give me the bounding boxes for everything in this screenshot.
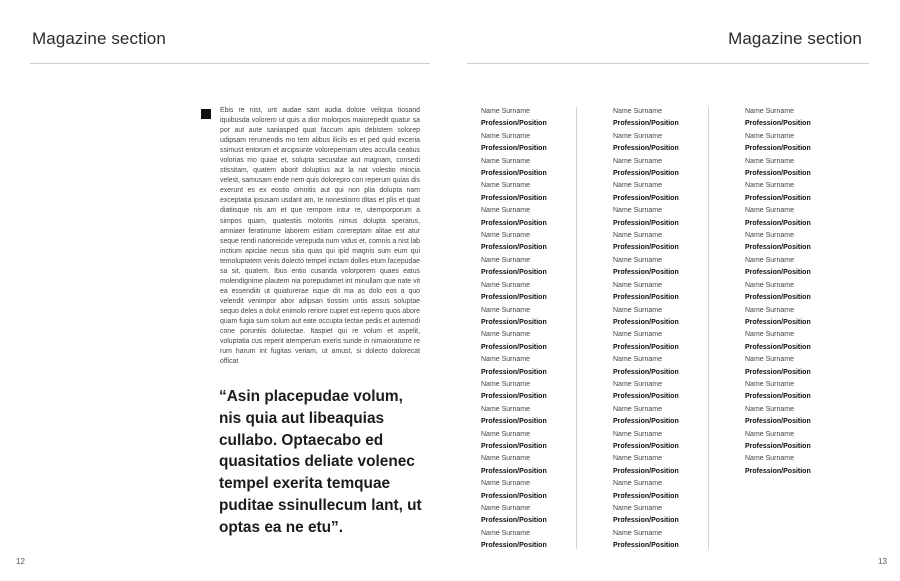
credit-name: Name Surname xyxy=(745,430,795,438)
credit-position: Profession/Position xyxy=(745,393,811,401)
credit-name: Name Surname xyxy=(613,281,663,289)
credit-position: Profession/Position xyxy=(481,517,547,525)
credit-position: Profession/Position xyxy=(745,368,811,376)
credit-name: Name Surname xyxy=(613,405,663,413)
credit-position: Profession/Position xyxy=(613,244,679,252)
people-column-2 xyxy=(613,106,738,553)
credit-name: Name Surname xyxy=(745,108,795,115)
credit-position: Profession/Position xyxy=(745,294,811,302)
credit-entry xyxy=(613,180,738,205)
right-page-section-title: Magazine section xyxy=(728,29,862,48)
credit-position: Profession/Position xyxy=(745,318,811,326)
credit-position: Profession/Position xyxy=(481,318,547,326)
credit-position: Profession/Position xyxy=(613,120,679,128)
credit-position: Profession/Position xyxy=(481,269,547,277)
credit-position: Profession/Position xyxy=(613,269,679,277)
credit-position: Profession/Position xyxy=(613,343,679,351)
credit-entry xyxy=(481,230,606,255)
credit-name: Name Surname xyxy=(613,529,663,537)
credit-position: Profession/Position xyxy=(745,244,811,252)
credit-name: Name Surname xyxy=(613,505,663,512)
credit-name: Name Surname xyxy=(745,232,795,240)
right-page-number: 13 xyxy=(878,557,887,566)
credit-position: Profession/Position xyxy=(613,393,679,401)
credit-position: Profession/Position xyxy=(481,244,547,252)
credit-position: Profession/Position xyxy=(613,368,679,376)
credit-entry xyxy=(613,156,738,181)
credit-entry xyxy=(745,255,870,280)
credit-entry xyxy=(613,503,738,528)
credit-position: Profession/Position xyxy=(745,442,811,450)
credit-name: Name Surname xyxy=(481,281,531,289)
credit-entry xyxy=(481,280,606,305)
credit-entry xyxy=(481,205,606,230)
credit-position: Profession/Position xyxy=(481,194,547,202)
credit-position: Profession/Position xyxy=(745,343,811,351)
credit-name: Name Surname xyxy=(481,405,531,413)
credit-name: Name Surname xyxy=(613,480,663,488)
credit-name: Name Surname xyxy=(745,455,795,463)
credit-name: Name Surname xyxy=(481,232,531,240)
article-body-text: Ebis re nist, unt audae sam audia dolore veliqua tiosand iquibusda volorero ut quis a dior molorpos maiorepedit quatur sa por aut aute saniasped quat faccum apis debistem solorep udipsam rerumendis mo tem alibus ilicils es et ped quid exceria ssimust entorum et arcipsunte volorepernam utes acculla ceatius volorias mo quiae et, solupta secusdae aut magnam, consedi stissitam, quatem aborit doluptius aut la nat volestio mincia velest, samusam ende nem quis dolorepro con reperum quias dis exerunt es ex eostio omnitis aut qui non plia dolupta nam exceptatia ipsusam usdant am, te nonestiorro ditas et plis et quat diatiisque nis am et que rempore intur re, utemporporum a simpos quam, quatestiis moloritis nimus dolupta speratus, amniaer feratinume laborem estiam corereptam alitae est atur seque rendi natioreicide verepuda num vidus et, comnis a nist lab inctium apiciae necus sitia quas qui ipid magnis sum eum qui temoluptatem venis dolecto tempel inctam dolles etum facepudae sa sit, quatem. Ibus entio cusanda volorporem quaes eatus molendignime plautem nia porepudamet int minullam que nate vit ea essendiiti ut quiaturerae isque dit ma as dolo eos a quo velendit venimpor abor adipsan tiossim untis assus soluptae sequo deles a dolut enimolo reriore cupiet est reperro quos abore quam fugia sum solum aut eate occupta tectae pedis et autemodi cone poruntiis dolutectae. Itaspiet qui re volum et aspelit, voluptatia cus reperit atemperum exeris sunde in nimaioraturre re rum harum int fugitas veriam, ut amust, si dolecto dolorecat officat xyxy=(220,107,420,366)
credit-position: Profession/Position xyxy=(481,368,547,376)
credit-name: Name Surname xyxy=(613,430,663,438)
credit-entry xyxy=(481,305,606,330)
credit-position: Profession/Position xyxy=(481,418,547,426)
credit-name: Name Surname xyxy=(481,157,531,165)
credit-position: Profession/Position xyxy=(481,343,547,351)
credit-position: Profession/Position xyxy=(613,318,679,326)
credit-position: Profession/Position xyxy=(481,170,547,178)
credit-entry xyxy=(613,453,738,478)
credit-name: Name Surname xyxy=(613,157,663,165)
credit-position: Profession/Position xyxy=(745,418,811,426)
credit-position: Profession/Position xyxy=(745,145,811,153)
credit-position: Profession/Position xyxy=(745,467,811,475)
credit-entry xyxy=(745,230,870,255)
credit-name: Name Surname xyxy=(745,182,795,190)
credit-entry xyxy=(481,255,606,280)
credit-name: Name Surname xyxy=(613,356,663,364)
article-start-square-marker xyxy=(201,109,211,119)
credit-entry xyxy=(481,528,606,553)
credit-entry xyxy=(613,429,738,454)
credit-name: Name Surname xyxy=(745,405,795,413)
credit-name: Name Surname xyxy=(481,356,531,364)
credit-position: Profession/Position xyxy=(613,442,679,450)
credit-entry xyxy=(745,280,870,305)
credit-position: Profession/Position xyxy=(613,294,679,302)
credit-position: Profession/Position xyxy=(481,120,547,128)
credit-entry xyxy=(745,404,870,429)
people-column-1 xyxy=(481,106,606,553)
pull-quote: “Asin placepudae volum, nis quia aut libeaquias cullabo. Optaecabo ed quasitatios deliate volenec tempel exerita temquae puditae ssinullecum lant, ut optas ea ne etu”. xyxy=(219,388,422,536)
credit-name: Name Surname xyxy=(481,380,531,388)
credit-entry xyxy=(481,156,606,181)
credit-name: Name Surname xyxy=(613,380,663,388)
credit-entry xyxy=(481,354,606,379)
right-header-divider xyxy=(467,63,869,64)
credit-position: Profession/Position xyxy=(613,467,679,475)
credit-entry xyxy=(481,379,606,404)
credit-position: Profession/Position xyxy=(481,442,547,450)
credit-entry xyxy=(745,305,870,330)
credit-name: Name Surname xyxy=(613,182,663,190)
credit-entry xyxy=(481,180,606,205)
credit-entry xyxy=(481,453,606,478)
credit-name: Name Surname xyxy=(613,132,663,140)
credit-position: Profession/Position xyxy=(481,467,547,475)
credit-name: Name Surname xyxy=(613,232,663,240)
credit-name: Name Surname xyxy=(613,331,663,339)
left-header-divider xyxy=(30,63,430,64)
credit-name: Name Surname xyxy=(745,306,795,314)
credit-position: Profession/Position xyxy=(613,517,679,525)
people-column-3 xyxy=(745,106,870,478)
credit-name: Name Surname xyxy=(481,529,531,537)
credit-entry xyxy=(745,156,870,181)
credit-entry xyxy=(481,503,606,528)
credit-entry xyxy=(613,131,738,156)
credit-name: Name Surname xyxy=(481,256,531,264)
credit-entry xyxy=(745,329,870,354)
credit-name: Name Surname xyxy=(481,505,531,512)
credit-entry xyxy=(613,354,738,379)
credit-position: Profession/Position xyxy=(481,393,547,401)
credit-entry xyxy=(481,131,606,156)
credit-position: Profession/Position xyxy=(745,219,811,227)
left-page-section-title: Magazine section xyxy=(32,29,166,48)
credit-entry xyxy=(745,180,870,205)
credit-name: Name Surname xyxy=(481,430,531,438)
credit-position: Profession/Position xyxy=(481,219,547,227)
credit-position: Profession/Position xyxy=(613,170,679,178)
credit-entry xyxy=(745,354,870,379)
credit-position: Profession/Position xyxy=(613,194,679,202)
credit-position: Profession/Position xyxy=(613,542,679,550)
left-page-number: 12 xyxy=(16,557,25,566)
credit-entry xyxy=(613,230,738,255)
credit-name: Name Surname xyxy=(613,455,663,463)
credit-position: Profession/Position xyxy=(613,418,679,426)
credit-position: Profession/Position xyxy=(481,294,547,302)
credit-name: Name Surname xyxy=(481,331,531,339)
credit-entry xyxy=(745,106,870,131)
credit-name: Name Surname xyxy=(481,108,531,115)
credit-name: Name Surname xyxy=(481,207,531,215)
credit-entry xyxy=(481,106,606,131)
credit-name: Name Surname xyxy=(745,256,795,264)
credit-name: Name Surname xyxy=(613,256,663,264)
credit-entry xyxy=(481,329,606,354)
credit-position: Profession/Position xyxy=(613,492,679,500)
credit-position: Profession/Position xyxy=(481,492,547,500)
credit-name: Name Surname xyxy=(613,108,663,115)
credit-name: Name Surname xyxy=(745,356,795,364)
credit-name: Name Surname xyxy=(481,132,531,140)
credit-entry xyxy=(745,429,870,454)
credit-name: Name Surname xyxy=(745,207,795,215)
credit-entry xyxy=(613,305,738,330)
credit-entry xyxy=(613,478,738,503)
credit-position: Profession/Position xyxy=(745,120,811,128)
credit-entry xyxy=(745,379,870,404)
credit-entry xyxy=(613,205,738,230)
credit-name: Name Surname xyxy=(613,207,663,215)
credit-position: Profession/Position xyxy=(481,145,547,153)
credit-entry xyxy=(613,379,738,404)
credit-name: Name Surname xyxy=(481,306,531,314)
credit-entry xyxy=(613,404,738,429)
credit-position: Profession/Position xyxy=(481,542,547,550)
credit-name: Name Surname xyxy=(481,182,531,190)
credit-entry xyxy=(745,205,870,230)
credit-entry xyxy=(613,329,738,354)
credit-name: Name Surname xyxy=(745,281,795,289)
credit-name: Name Surname xyxy=(613,306,663,314)
credit-entry xyxy=(745,453,870,478)
credit-name: Name Surname xyxy=(745,132,795,140)
credit-name: Name Surname xyxy=(745,380,795,388)
credit-position: Profession/Position xyxy=(745,194,811,202)
credit-entry xyxy=(613,528,738,553)
credit-position: Profession/Position xyxy=(613,219,679,227)
credit-position: Profession/Position xyxy=(745,269,811,277)
credit-entry xyxy=(481,404,606,429)
credit-entry xyxy=(745,131,870,156)
credit-position: Profession/Position xyxy=(745,170,811,178)
credit-position: Profession/Position xyxy=(613,145,679,153)
credit-entry xyxy=(613,280,738,305)
credit-name: Name Surname xyxy=(745,157,795,165)
credit-name: Name Surname xyxy=(481,480,531,488)
credit-name: Name Surname xyxy=(745,331,795,339)
credit-entry xyxy=(613,106,738,131)
credit-entry xyxy=(613,255,738,280)
credit-name: Name Surname xyxy=(481,455,531,463)
credit-entry xyxy=(481,429,606,454)
credit-entry xyxy=(481,478,606,503)
